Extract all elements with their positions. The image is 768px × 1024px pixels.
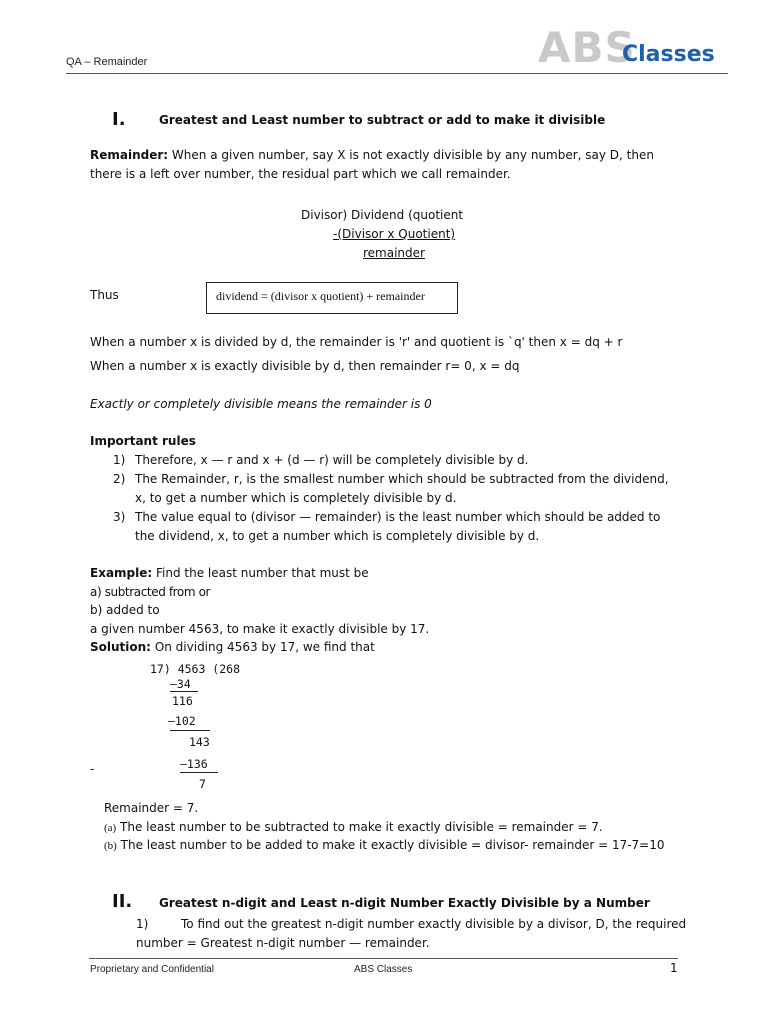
answer-b-text: The least number to be added to make it exactly divisible = divisor- remainder = 17-7=10	[120, 838, 665, 852]
remainder-result: Remainder = 7.	[104, 801, 199, 815]
option-a: a) subtracted from or	[90, 585, 211, 599]
answer-b-label: (b)	[104, 840, 117, 852]
footer-divider	[89, 958, 678, 959]
rule-1-text: Therefore, x — r and x + (d — r) will be completely divisible by d.	[135, 453, 529, 467]
given-number: a given number 4563, to make it exactly divisible by 17.	[90, 622, 430, 636]
option-b: b) added to	[90, 603, 160, 617]
long-division-row-6: —136	[180, 757, 208, 771]
rule-2-line-2: x, to get a number which is completely divisible by d.	[135, 491, 457, 505]
rule-3-line-2: the dividend, x, to get a number which is completely divisible by d.	[135, 529, 540, 543]
division-line-1: Divisor) Dividend (quotient	[301, 208, 464, 222]
example-question	[90, 564, 369, 583]
header-divider	[66, 73, 728, 74]
rule-2-text	[135, 470, 669, 508]
exactly-divisible-note: Exactly or completely divisible means the remainder is 0	[90, 397, 432, 411]
footer-center: ABS Classes	[354, 964, 413, 975]
section-1-title: Greatest and Least number to subtract or add to make it divisible	[159, 113, 606, 127]
rule-3-line-1: The value equal to (divisor — remainder) is the least number which should be added to	[135, 510, 661, 524]
division-rule-3	[180, 772, 218, 773]
document-title: QA – Remainder	[66, 56, 148, 68]
abs-classes-logo	[538, 23, 738, 72]
answer-a-text: The least number to be subtracted to make it exactly divisible = remainder = 7.	[120, 820, 603, 834]
rule-1-number: 1)	[113, 453, 126, 467]
solution-text: On dividing 4563 by 17, we find that	[154, 640, 375, 654]
statement-1: When a number x is divided by d, the remainder is 'r' and quotient is `q' then x = dq + r	[90, 335, 623, 349]
section-1-number: I.	[112, 109, 126, 130]
remainder-line-2: there is a left over number, the residual part which we call remainder.	[90, 167, 511, 181]
rules-heading: Important rules	[90, 434, 196, 448]
formula-box	[206, 282, 458, 314]
division-line-2: -(Divisor x Quotient)	[333, 227, 456, 241]
solution-label: Solution:	[90, 640, 151, 654]
rule-2-line-1: The Remainder, r, is the smallest number which should be subtracted from the dividend,	[135, 472, 669, 486]
division-rule-1	[170, 691, 198, 692]
long-division-row-7: 7	[199, 777, 206, 791]
division-line-3: remainder	[363, 246, 425, 260]
example-question-text: Find the least number that must be	[156, 566, 369, 580]
thus-label: Thus	[90, 288, 119, 302]
answer-b	[104, 836, 665, 856]
section-2-title: Greatest n-digit and Least n-digit Number Exactly Divisible by a Number	[159, 896, 650, 910]
section-2-item-line-2: number = Greatest n-digit number — remainder.	[136, 936, 430, 950]
long-division-row-4: —102	[168, 714, 196, 728]
remainder-definition	[90, 146, 710, 184]
statement-2: When a number x is exactly divisible by d, then remainder r= 0, x = dq	[90, 359, 520, 373]
long-division-row-1: 17) 4563 (268	[150, 662, 241, 676]
footer-left: Proprietary and Confidential	[90, 964, 214, 975]
formula-text: dividend = (divisor x quotient) + remainder	[216, 289, 425, 303]
page-number: 1	[670, 961, 678, 975]
answer-a-label: (a)	[104, 822, 117, 834]
section-2-item-line-1: To find out the greatest n-digit number exactly divisible by a divisor, D, the required	[181, 917, 687, 931]
stray-mark: -	[90, 762, 95, 776]
remainder-line-1: When a given number, say X is not exactly divisible by any number, say D, then	[171, 148, 654, 162]
division-rule-2	[170, 730, 210, 731]
long-division-row-5: 143	[189, 735, 210, 749]
example-label: Example:	[90, 566, 153, 580]
section-2-item-number: 1)	[136, 917, 149, 931]
long-division-row-3: 116	[172, 694, 193, 708]
logo-classes-text: Classes	[622, 42, 715, 67]
remainder-term: Remainder:	[90, 148, 169, 162]
long-division-row-2: —34	[170, 677, 191, 691]
section-2-item-text	[136, 915, 716, 953]
rule-3-number: 3)	[113, 510, 126, 524]
section-2-number: II.	[112, 891, 133, 912]
rule-3-text	[135, 508, 660, 546]
answer-a	[104, 818, 603, 838]
logo-abs-text: ABS	[538, 23, 636, 72]
rule-2-number: 2)	[113, 472, 126, 486]
solution-line	[90, 638, 375, 657]
